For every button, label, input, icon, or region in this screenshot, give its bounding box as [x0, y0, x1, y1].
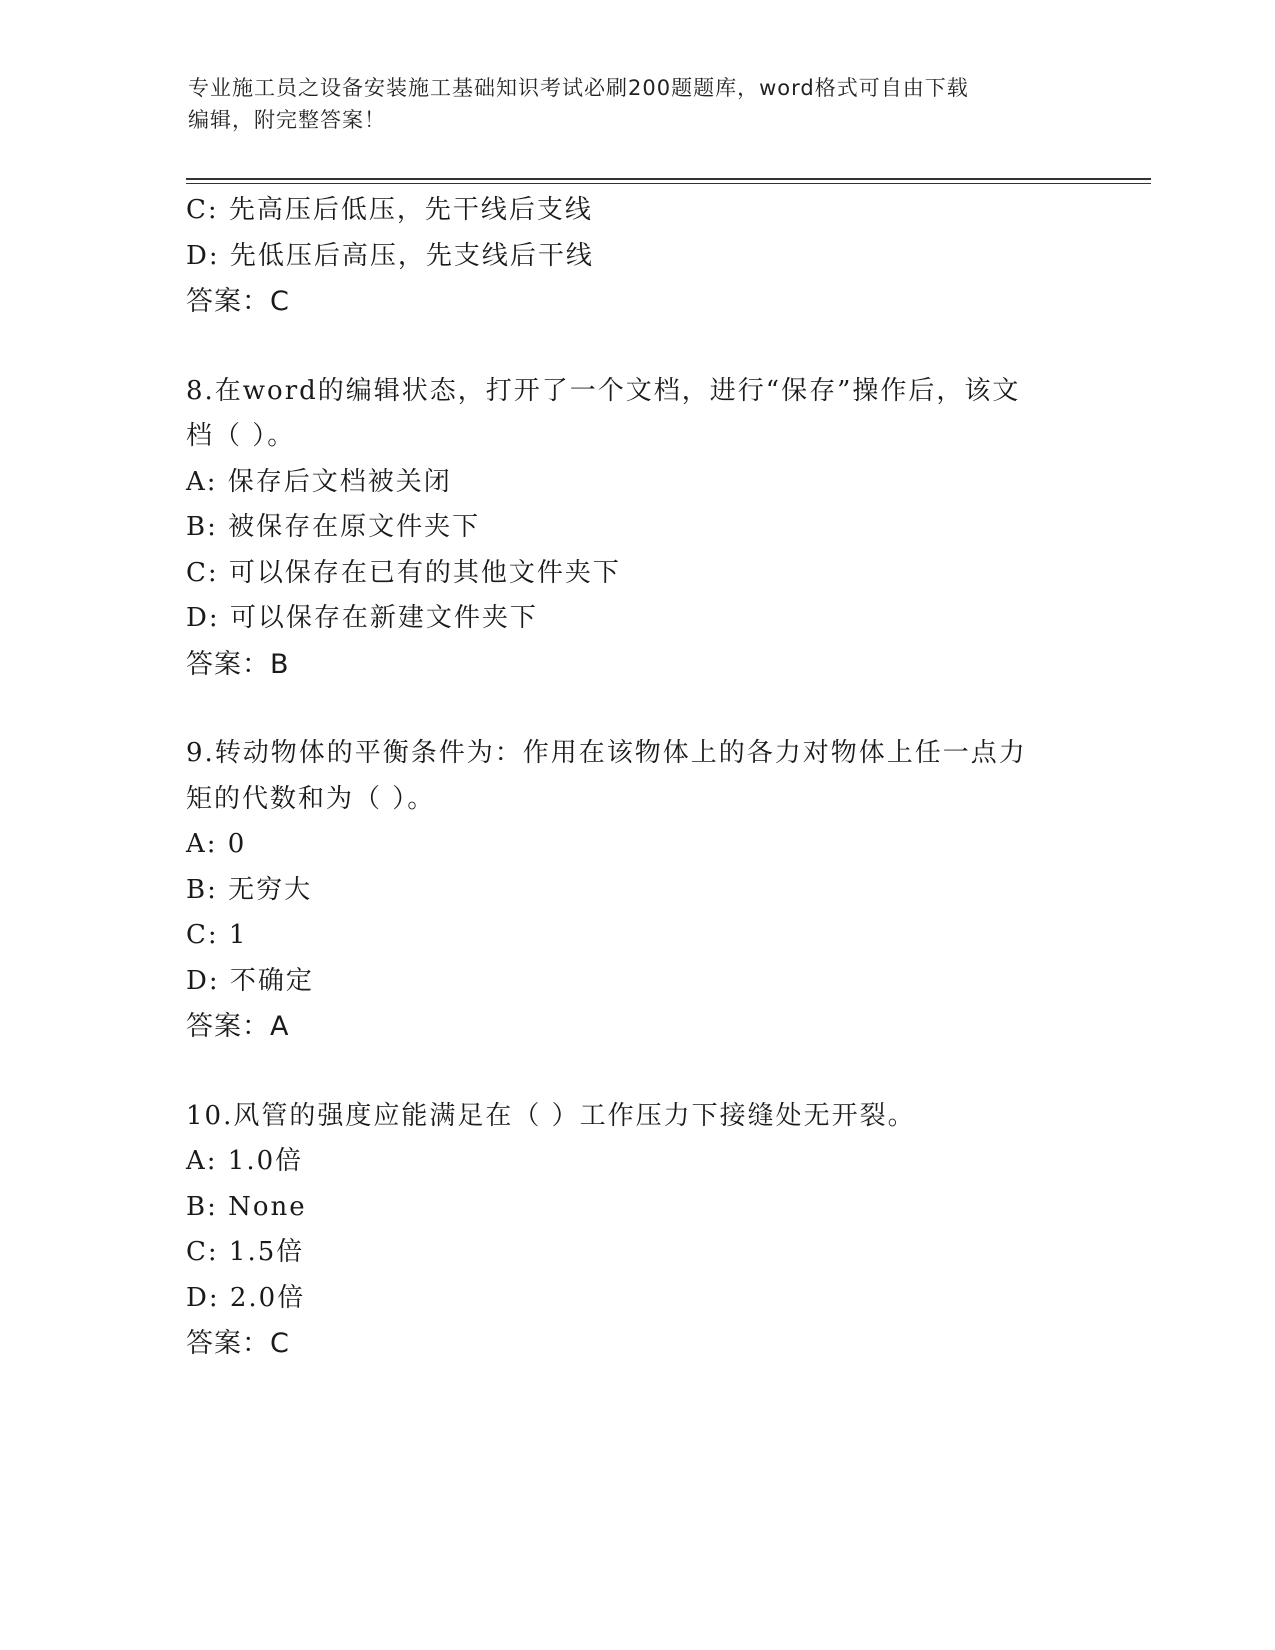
header-rule-thick: [186, 178, 1151, 180]
question-10: [186, 1094, 1086, 1367]
answer-line: 答案：B: [186, 648, 290, 680]
question-8: [186, 369, 1086, 688]
option-a: A: 保存后文档被关闭: [186, 466, 452, 497]
option-b: B: 无穷大: [186, 874, 313, 905]
continued-question: [186, 188, 1086, 325]
question-text-line: 10.风管的强度应能满足在（ ）工作压力下接缝处无开裂。: [186, 1100, 916, 1131]
option-d: D: 先低压后高压，先支线后干线: [186, 240, 594, 271]
option-d: D: 2.0倍: [186, 1282, 306, 1313]
answer-line: 答案：C: [186, 286, 290, 317]
question-9: [186, 731, 1086, 1050]
option-b: B: None: [186, 1191, 307, 1222]
option-a: A: 0: [186, 829, 247, 859]
question-text-line: 档（ ）。: [186, 421, 296, 451]
option-d: D: 可以保存在新建文件夹下: [186, 603, 538, 633]
option-d: D: 不确定: [186, 965, 314, 996]
option-a: A: 1.0倍: [186, 1146, 304, 1176]
question-text-line: 矩的代数和为（ ）。: [186, 783, 436, 814]
option-c: C: 1.5倍: [186, 1237, 305, 1267]
answer-line: 答案：A: [186, 1011, 290, 1042]
question-text-line: 8.在word的编辑状态，打开了一个文档，进行“保存”操作后，该文: [186, 375, 1021, 406]
option-c: C: 可以保存在已有的其他文件夹下: [186, 557, 621, 588]
document-header: [188, 72, 1088, 136]
document-body: [186, 188, 1086, 1367]
option-c: C: 1: [186, 920, 248, 950]
header-line-2: 编辑，附完整答案！: [188, 108, 386, 132]
question-text-line: 9.转动物体的平衡条件为：作用在该物体上的各力对物体上任一点力: [186, 738, 1027, 768]
option-b: B: 被保存在原文件夹下: [186, 512, 481, 542]
answer-line: 答案：C: [186, 1328, 290, 1359]
header-line-1: 专业施工员之设备安装施工基础知识考试必刷200题题库，word格式可自由下载: [188, 76, 969, 100]
option-c: C: 先高压后低压，先干线后支线: [186, 195, 593, 225]
header-rule-thin: [186, 183, 1151, 184]
